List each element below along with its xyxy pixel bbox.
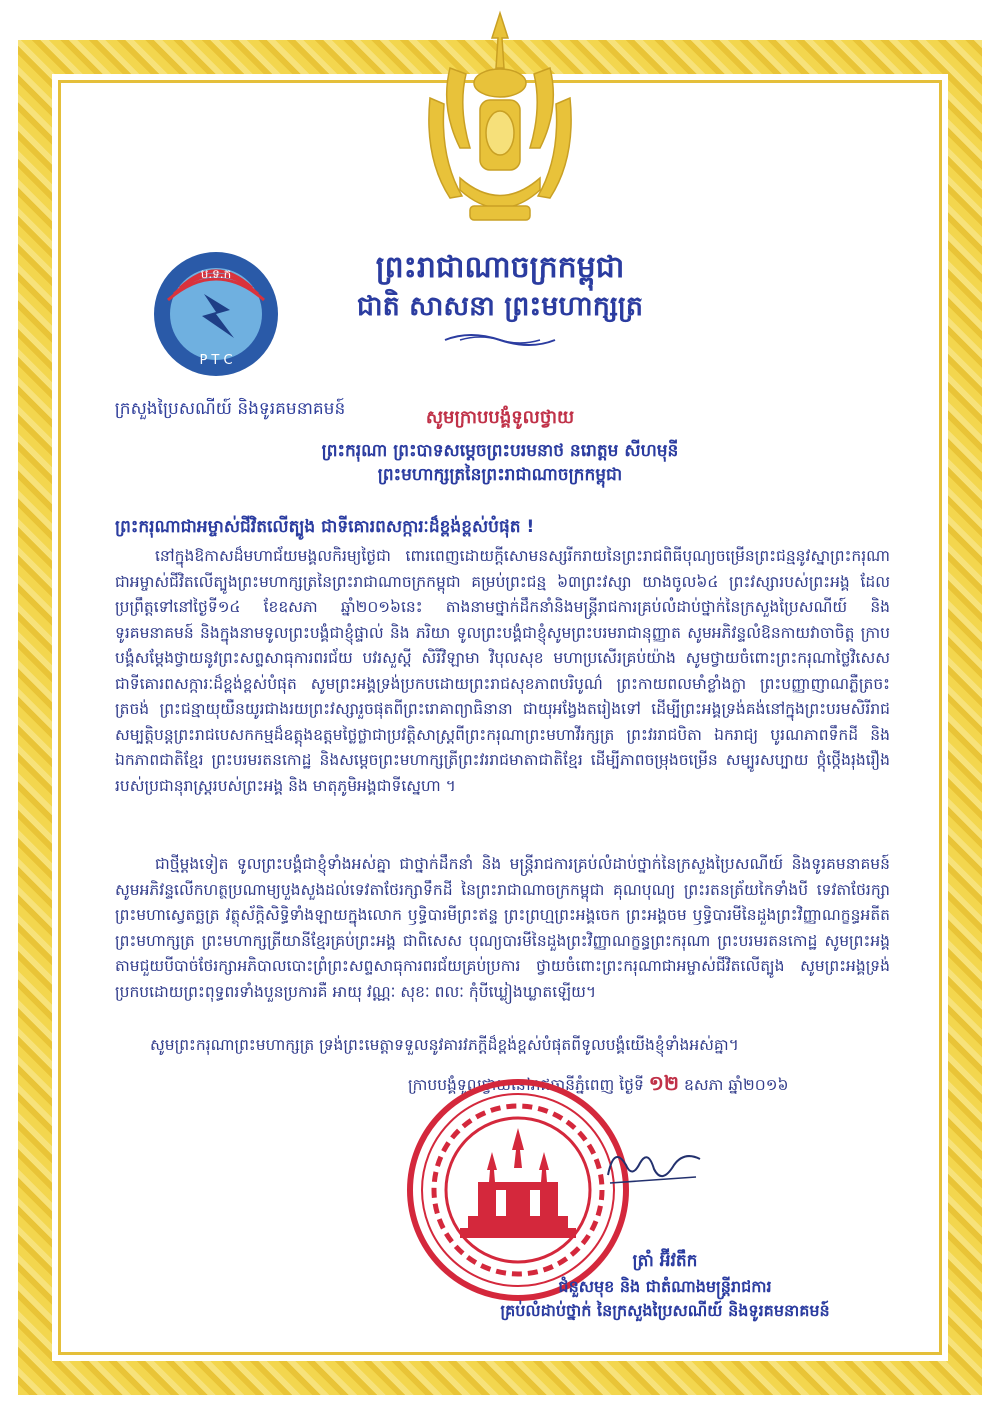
salutation: ព្រះករុណាជាអម្ចាស់ជីវិតលើត្បូង ជាទីគោរពសក្ការៈដ៏ខ្ពង់ខ្ពស់បំផុត ! [115, 517, 535, 537]
letter-paragraph-2: ជាថ្មីម្តងទៀត ទូលព្រះបង្គំជាខ្ញុំទាំងអស់គ្នា ជាថ្នាក់ដឹកនាំ និង មន្ត្រីរាជការគ្រប់លំដាប់ថ្នាក់នៃក្រសួងប្រៃសណីយ៍ និងទូរគមនាគមន៍ សូមអភិវន្ទលើកហត្ថប្រណាម្យបួងសួងដល់ទេវតាថែរក្សាទឹកដី នៃព្រះរាជាណាចក្រកម្ពុជា គុណបុណ្យ ព្រះរតនត្រ័យកៃទាំងបី ទេវតាថែរក្សាព្រះមហាស្វេតច្ឆត្រ វត្ថុស័ក្តិសិទ្ធិទាំងឡាយក្នុងលោក ឫទ្ធិបារមីព្រះឥន្ទ ព្រះព្រហ្មព្រះអង្គចេក ព្រះអង្គចម ឫទ្ធិបារមីនៃដួងព្រះវិញ្ញាណក្ខន្ធអតីតព្រះមហាក្សត្រ ព្រះមហាក្សត្រីយានីខ្មែរគ្រប់ព្រះអង្គ ជាពិសេស បុណ្យបារមីនៃដួងព្រះវិញ្ញាណក្ខន្ធព្រះករុណា ព្រះបរមរតនកោដ្ឋ សូមព្រះអង្គតាមជួយបីបាច់ថែរក្សាអភិបាលបោះព្រំព្រះសព្ទសាធុការពរជ័យគ្រប់ប្រការ ថ្វាយចំពោះព្រះករុណាជាអម្ចាស់ជីវិតលើត្បូង សូមព្រះអង្គទ្រង់ប្រកបដោយព្រះពុទ្ធពរទាំងបួនប្រការគឺ អាយុ វណ្ណៈ សុខៈ ពលៈ កុំបីឃ្លៀងឃ្លាតឡើយ។ [115, 855, 890, 1001]
royal-crest-icon [410, 8, 590, 238]
closing-line: សូមព្រះករុណាព្រះមហាក្សត្រ ទ្រង់ព្រះមេត្តាទទួលនូវគារវភក្តីដ៏ខ្ពង់ខ្ពស់បំផុតពីទូលបង្គំយើងខ្ញុំទាំងអស់គ្នា។ [150, 1036, 739, 1054]
recipient-title: ព្រះមហាក្សត្រនៃព្រះរាជាណាចក្រកម្ពុជា [377, 465, 623, 485]
date-year: ឆ្នាំ២០១៦ [728, 1076, 789, 1094]
signature-icon [600, 1135, 710, 1195]
signatory-title-line1: ជំនួសមុខ និង ជាតំណាងមន្ត្រីរាជការ [558, 1277, 772, 1296]
ministry-name: ក្រសួងប្រៃសណីយ៍ និងទូរគមនាគមន៍ [114, 399, 346, 419]
date-prefix: ក្រាបបង្គំទូលថ្វាយនៅរាជធានីភ្នំពេញ ថ្ងៃទី [408, 1076, 644, 1094]
signatory-title-line2: គ្រប់លំដាប់ថ្នាក់ នៃក្រសួងប្រៃសណីយ៍ និងទូរគមនាគមន៍ [500, 1301, 830, 1320]
flourish-ornament-icon [440, 330, 560, 350]
recipient-name: ព្រះករុណា ព្រះបាទសម្តេចព្រះបរមនាថ នរោត្តម សីហមុនី [321, 441, 679, 461]
national-motto: ជាតិ សាសនា ព្រះមហាក្សត្រ [356, 291, 644, 322]
date-day: ១២ [648, 1071, 680, 1095]
signatory-name: ត្រាំ អ៊ីវតឹក [632, 1251, 698, 1271]
letter-paragraph-1: នៅក្នុងឱកាសដ៏មហាជ័យមង្គលកិរម្យថ្ងៃជា ពោរពេញដោយក្តីសោមនស្សរីករាយនៃព្រះរាជពិធីបុណ្យចម្រើនព្រះជន្មនូវស្នាព្រះករុណាជាអម្ចាស់ជីវិតលើត្បូងព្រះមហាក្សត្រនៃព្រះរាជាណាចក្រកម្ពុជា គម្រប់ព្រះជន្ម ៦៣ព្រះវស្សា យាងចូល៦៤ ព្រះវស្សារបស់ព្រះអង្គ ដែលប្រព្រឹត្តទៅនៅថ្ងៃទី១៤ ខែឧសភា ឆ្នាំ២០១៦នេះ តាងនាមថ្នាក់ដឹកនាំនិងមន្ត្រីរាជការគ្រប់លំដាប់ថ្នាក់នៃក្រសួងប្រៃសណីយ៍ និងទូរគមនាគមន៍ និងក្នុងនាមទូលព្រះបង្គំជាខ្ញុំផ្ទាល់ និង ភរិយា ទូលព្រះបង្គំជាខ្ញុំសូមព្រះបរមរាជានុញ្ញាត សូមអភិវន្ទលំឱនកាយវាចាចិត្ត ក្រាបបង្គំសម្តែងថ្វាយនូវព្រះសព្ទសាធុការពរជ័យ បវរសួស្តី សិរីវិឡាមា វិបុលសុខ មហាប្រសើរគ្រប់យ៉ាង សូមថ្វាយចំពោះព្រះករុណាថ្លៃវិសេសជាទីគោរពសក្ការៈដ៏ខ្ពង់ខ្ពស់បំផុត សូមព្រះអង្គទ្រង់ប្រកបដោយព្រះរាជសុខភាពបរិបូណ៌ ព្រះកាយពលមាំខ្លាំងក្លា ព្រះបញ្ញាញាណភ្លឺត្រចះត្រចង់ ព្រះជន្មាយុយឺនយូរជាងរយព្រះវស្សារួចផុតពីព្រះរោគាព្យាធិនានា ជាយុអង្វែងតរៀងទៅ ដើម្បីព្រះអង្គទ្រង់គង់នៅក្នុងព្រះបរមសិរីរាជសម្បត្តិបន្តព្រះរាជបេសកកម្មដ៏ឧត្តុងឧត្តមថ្លៃថ្លាជាប្រវត្តិសាស្ត្រពីព្រះករុណាព្រះមហាវីរក្សត្រ ព្រះវររាជបិតា ឯករាជ្យ បូរណភាពទឹកដី និងឯកភាពជាតិខ្មែរ ព្រះបរមរតនកោដ្ឋ និងសម្តេចព្រះមហាក្សត្រីព្រះវររាជមាតាជាតិខ្មែរ ដើម្បីភាពចម្រុងចម្រើន សម្បូរសប្បាយ ថ្កុំថ្កើងរុងរឿងរបស់ប្រជានុរាស្ត្ររបស់ព្រះអង្គ និង មាតុភូមិអង្គជាទីស្នេហា ។ [115, 547, 890, 795]
kingdom-title: ព្រះរាជាណាចក្រកម្ពុជា [375, 250, 625, 285]
logo-text-bottom: P T C [199, 353, 233, 368]
date-month: ឧសភា [684, 1076, 724, 1094]
recipient-intro: សូមក្រាបបង្គំទូលថ្វាយ [425, 407, 575, 428]
logo-text-top: ប.ទ.ក [200, 267, 232, 281]
